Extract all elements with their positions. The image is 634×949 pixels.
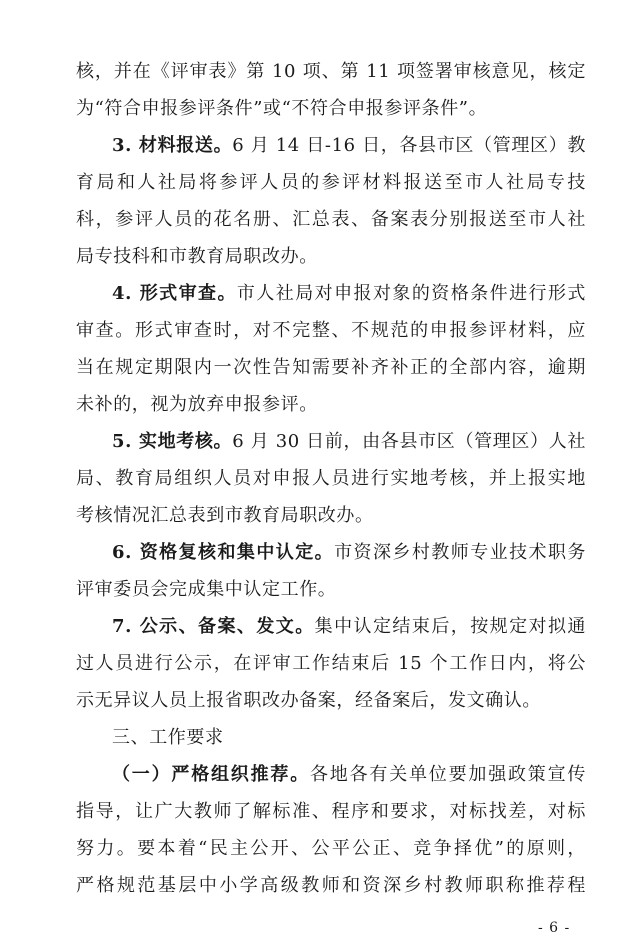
body-line-8: 审查。形式审查时，对不完整、不规范的申报参评材料，应 [76,320,586,341]
item-4-heading: 4. 形式审查。 [112,283,237,304]
body-line-15: 评审委员会完成集中认定工作。 [76,579,337,600]
body-line-23: 严格规范基层中小学高级教师和资深乡村教师职称推荐程 [76,875,586,896]
body-line-10: 未补的，视为放弃申报参评。 [76,394,318,415]
item-3-heading: 3. 材料报送。 [112,135,233,156]
item-6-heading: 6. 资格复核和集中认定。 [112,542,335,563]
section-heading: 三、工作要求 [112,727,224,748]
body-line-5: 科，参评人员的花名册、汇总表、备案表分别报送至市人社 [76,209,586,230]
body-line-18: 示无异议人员上报省职改办备案，经备案后，发文确认。 [76,690,541,711]
body-line-4: 育局和人社局将参评人员的参评材料报送至市人社局专技 [76,172,586,193]
body-line-13: 考核情况汇总表到市教育局职改办。 [76,505,374,526]
body-line-17: 过人员进行公示，在评审工作结束后 15 个工作日内，将公 [76,653,586,674]
page-number: - 6 - [538,920,571,936]
body-line-22: 努力。要本着“民主公开、公平公正、竞争择优”的原则， [76,838,586,859]
subsection-1-heading: （一）严格组织推荐。 [112,764,310,785]
item-6-first-line: 6. 资格复核和集中认定。市资深乡村教师专业技术职务 [112,542,586,563]
subsection-1-first-line: （一）严格组织推荐。各地各有关单位要加强政策宣传 [112,764,586,785]
item-5-first-line: 5. 实地考核。6 月 30 日前，由各县市区（管理区）人社 [112,431,586,452]
body-line-6: 局专技科和市教育局职改办。 [76,246,318,267]
body-line-12: 局、教育局组织人员对申报人员进行实地考核，并上报实地 [76,468,586,489]
item-7-first-line: 7. 公示、备案、发文。集中认定结束后，按规定对拟通 [112,616,586,637]
item-4-first-line: 4. 形式审查。市人社局对申报对象的资格条件进行形式 [112,283,586,304]
body-line-2: 为“符合申报参评条件”或“不符合申报参评条件”。 [76,98,488,119]
body-line-1: 核，并在《评审表》第 10 项、第 11 项签署审核意见，核定 [76,61,586,82]
body-line-21: 指导，让广大教师了解标准、程序和要求，对标找差，对标 [76,801,586,822]
item-5-heading: 5. 实地考核。 [112,431,233,452]
item-3-first-line: 3. 材料报送。6 月 14 日-16 日，各县市区（管理区）教 [112,135,586,156]
item-7-heading: 7. 公示、备案、发文。 [112,616,315,637]
body-line-9: 当在规定期限内一次性告知需要补齐补正的全部内容，逾期 [76,357,586,378]
